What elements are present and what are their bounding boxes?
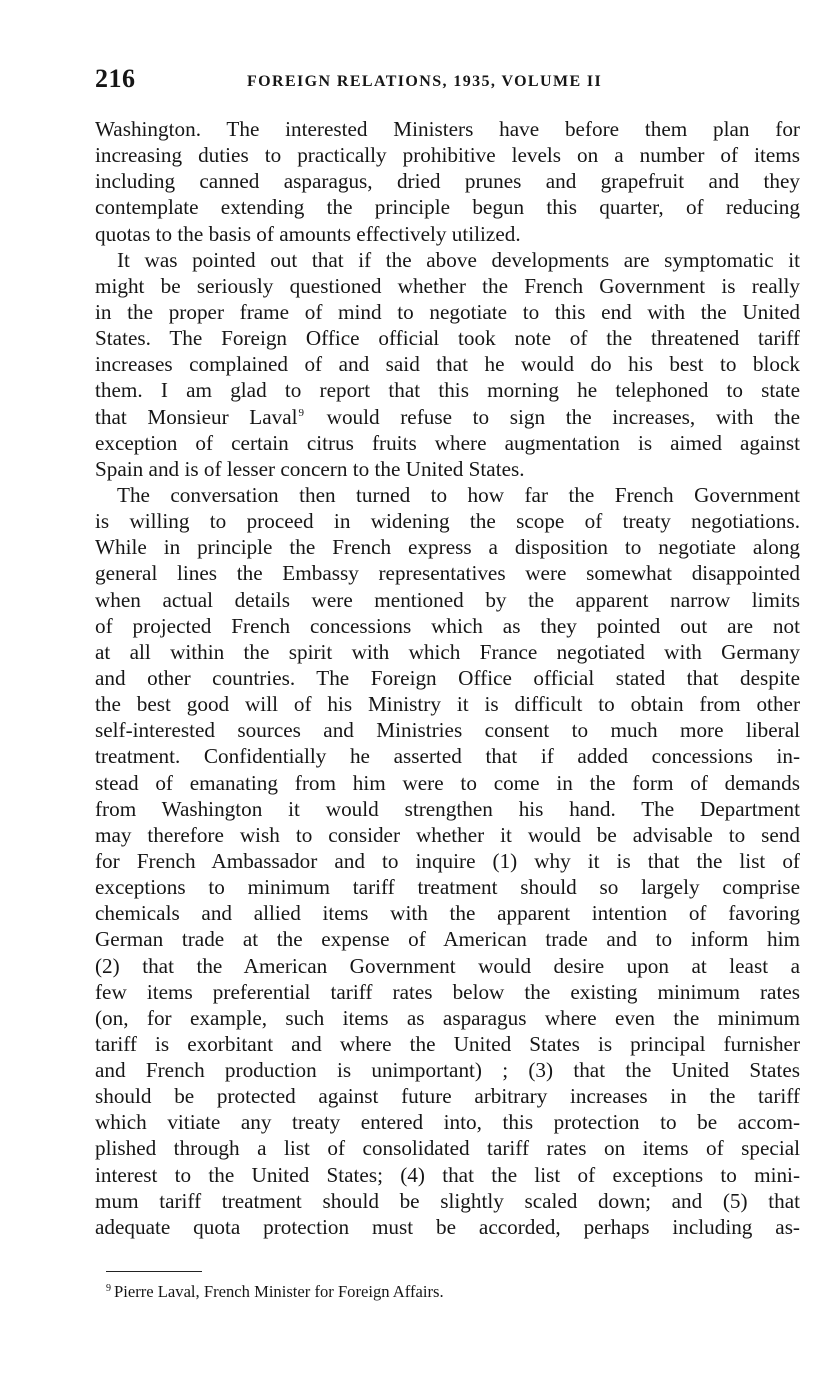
paragraph-3: [95, 482, 800, 1240]
text-line: States. The Foreign Office official took note of the threatened tariff: [95, 326, 800, 351]
page-number: 216: [95, 64, 136, 93]
paragraph-2: [95, 247, 800, 482]
text-line: may therefore wish to consider whether it would be advisable to send: [95, 822, 800, 847]
text-line-with-footnote: [95, 404, 800, 430]
text-line: quotas to the basis of amounts effectively utilized.: [95, 221, 521, 246]
text-line: at all within the spirit with which France negotiated with Germany: [95, 639, 800, 664]
text-line: mum tariff treatment should be slightly scaled down; and (5) that: [95, 1188, 800, 1213]
footnote-reference: 9: [298, 406, 304, 419]
text-line: chemicals and allied items with the apparent intention of favoring: [95, 901, 800, 926]
text-line: tariff is exorbitant and where the United States is principal furnisher: [95, 1031, 800, 1056]
text-line: plished through a list of consolidated tariff rates on items of special: [95, 1136, 800, 1161]
text-line: them. I am glad to report that this morning he telephoned to state: [95, 378, 800, 403]
text-line: the best good will of his Ministry it is difficult to obtain from other: [95, 692, 800, 717]
text-line: adequate quota protection must be accorded, perhaps including as-: [95, 1214, 800, 1239]
text-line: (on, for example, such items as asparagus where even the minimum: [95, 1005, 800, 1030]
text-line: exceptions to minimum tariff treatment should so largely comprise: [95, 875, 800, 900]
footnote-rule: [106, 1271, 202, 1272]
text-line: is willing to proceed in widening the scope of treaty negotiations.: [95, 509, 800, 534]
text-line: few items preferential tariff rates below the existing minimum rates: [95, 979, 800, 1004]
text-line: increases complained of and said that he would do his best to block: [95, 352, 800, 377]
text-fragment: that Monsieur Laval: [95, 404, 298, 429]
text-line: It was pointed out that if the above developments are symptomatic it: [117, 247, 800, 272]
text-line: exception of certain citrus fruits where augmentation is aimed against: [95, 430, 800, 455]
footnote: [106, 1282, 444, 1302]
text-line: including canned asparagus, dried prunes and grapefruit and they: [95, 169, 800, 194]
body-text: [95, 116, 800, 1240]
text-line: from Washington it would strengthen his hand. The Department: [95, 796, 800, 821]
footnote-text: Pierre Laval, French Minister for Foreign Affairs.: [114, 1282, 444, 1301]
running-head: FOREIGN RELATIONS, 1935, VOLUME II: [247, 73, 603, 90]
text-line: for French Ambassador and to inquire (1) why it is that the list of: [95, 848, 800, 873]
text-line: treatment. Confidentially he asserted that if added concessions in-: [95, 744, 800, 769]
text-line: Washington. The interested Ministers have before them plan for: [95, 117, 800, 141]
text-line: which vitiate any treaty entered into, this protection to be accom-: [95, 1110, 800, 1135]
text-line: The conversation then turned to how far the French Government: [117, 482, 800, 507]
text-line: should be protected against future arbitrary increases in the tariff: [95, 1084, 800, 1109]
text-line: and other countries. The Foreign Office official stated that despite: [95, 665, 800, 690]
text-line: contemplate extending the principle begun this quarter, of reducing: [95, 195, 800, 220]
text-line: While in principle the French express a disposition to negotiate along: [95, 535, 800, 560]
text-line: of projected French concessions which as they pointed out are not: [95, 613, 800, 638]
footnote-mark: 9: [106, 1283, 111, 1294]
page-header: [95, 64, 800, 98]
text-line: when actual details were mentioned by the apparent narrow limits: [95, 587, 800, 612]
text-line: Spain and is of lesser concern to the United States.: [95, 456, 525, 481]
text-line: increasing duties to practically prohibitive levels on a number of items: [95, 143, 800, 168]
text-line: in the proper frame of mind to negotiate to this end with the United: [95, 299, 800, 324]
text-line: (2) that the American Government would desire upon at least a: [95, 953, 800, 978]
text-line: might be seriously questioned whether the French Government is really: [95, 273, 800, 298]
text-line: stead of emanating from him were to come in the form of demands: [95, 770, 800, 795]
text-line: self-interested sources and Ministries consent to much more liberal: [95, 718, 800, 743]
text-fragment: would refuse to sign the increases, with the: [326, 404, 801, 429]
text-line: and French production is unimportant) ; (3) that the United States: [95, 1058, 800, 1083]
text-line: general lines the Embassy representatives were somewhat disappointed: [95, 561, 800, 586]
text-line: interest to the United States; (4) that the list of exceptions to mini-: [95, 1162, 800, 1187]
text-line: German trade at the expense of American trade and to inform him: [95, 927, 800, 952]
paragraph-1: [95, 116, 800, 247]
